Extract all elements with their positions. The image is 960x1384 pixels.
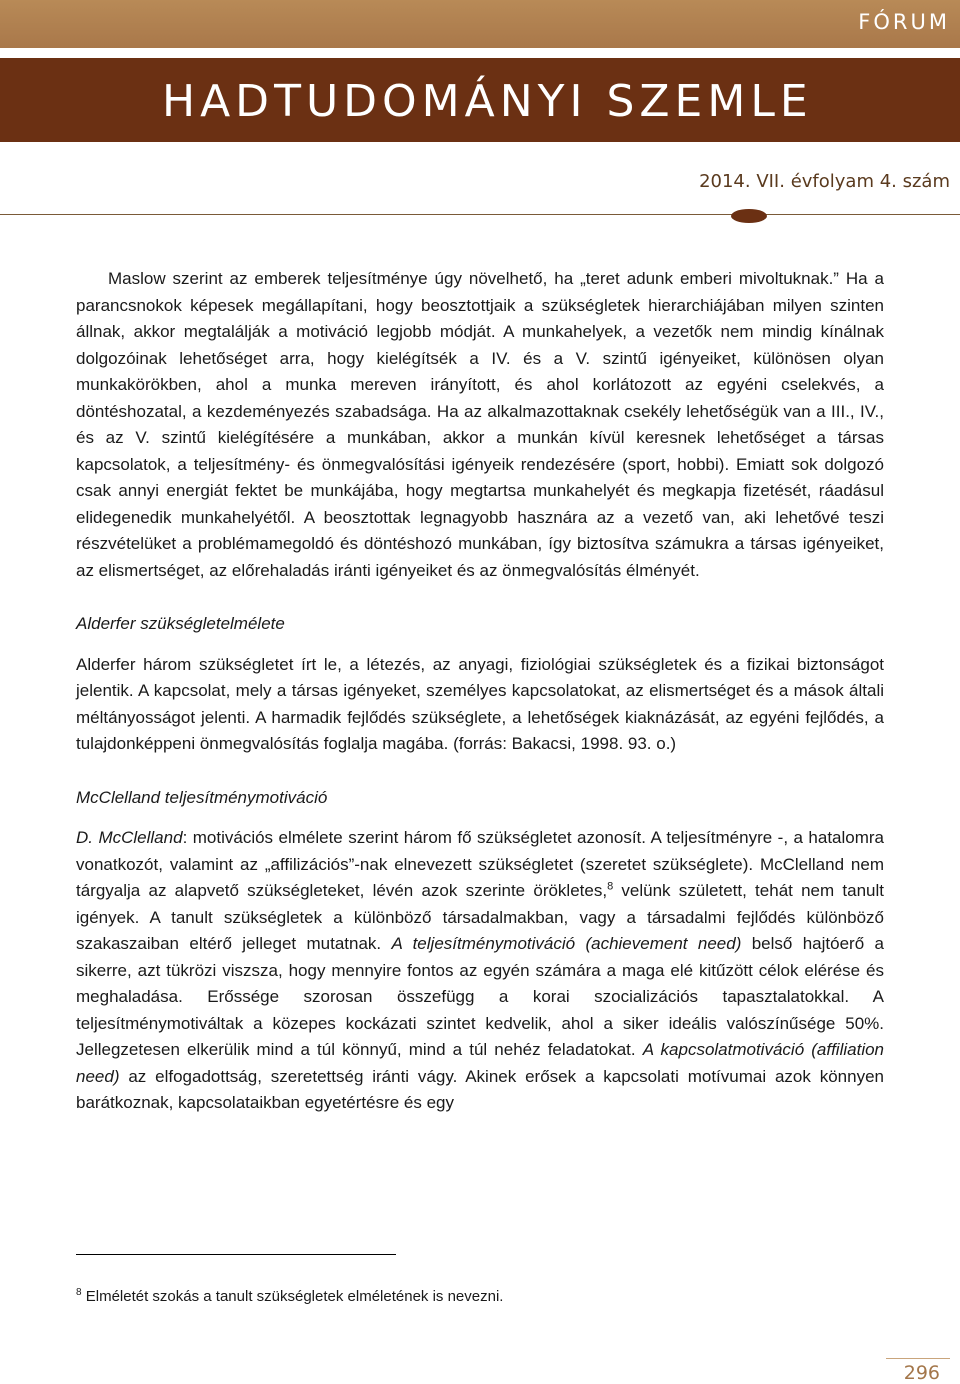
issue-info: 2014. VII. évfolyam 4. szám xyxy=(699,171,950,192)
paragraph-mcclelland xyxy=(76,825,884,1117)
author-name: D. McClelland xyxy=(76,828,183,847)
header-rule xyxy=(0,214,960,215)
article-body xyxy=(76,266,884,1117)
page-number: 296 xyxy=(903,1362,940,1384)
text-run: velünk született, tehát nem tanult igények. A tanult szükségletek a különböző társadalmakban, vagy a társadalmi fejlődés különböző szakaszaiban eltérő jelleget mutatnak. xyxy=(76,881,884,953)
italic-term: A teljesítménymotiváció (achievement need) xyxy=(391,934,742,953)
header-rule-ornament xyxy=(731,209,767,223)
text-run: az elfogadottság, szeretettség iránti vágy. Akinek erősek a kapcsolati motívumai azok könnyen barátkoznak, kapcsolataikban egyetértésre és egy xyxy=(76,1066,884,1112)
text-run: belső hajtóerő a sikerre, azt tükrözi viszsza, hogy mennyire fontos az egyén számára a maga elé kitűzött célok elérése és meghaladása. Erőssége szorosan összefügg a korai szocializációs tapasztalatokkal. A teljesítménymotiváltak a közepes kockázati szintet kedvelik, ahol a siker ideális valószínűsége 50%. Jellegzetesen elkerülik mind a túl könnyű, mind a túl nehéz feladatokat. xyxy=(76,934,884,1059)
paragraph-alderfer: Alderfer három szükségletet írt le, a létezés, az anyagi, fiziológiai szükségletek és a fizikai biztonságot jelentik. A kapcsolat, mely a társas igényeket, személyes kapcsolatokat, az elismertséget és a mások általi méltányosságot jelenti. A harmadik fejlődés szükséglete, a lehetőségek kiaknázását, az egyéni fejlődés, a tulajdonképpeni önmegvalósítás foglalja magába. (forrás: Bakacsi, 1998. 93. o.) xyxy=(76,654,884,753)
footnote-number: 8 xyxy=(76,1287,82,1298)
journal-title: HADTUDOMÁNYI SZEMLE xyxy=(162,76,813,127)
section-label: FÓRUM xyxy=(858,10,950,34)
footnote xyxy=(76,1288,884,1305)
header-band xyxy=(0,0,960,48)
section-heading-alderfer: Alderfer szükségletelmélete xyxy=(76,614,285,633)
footnote-text: Elméletét szokás a tanult szükségletek elméletének is nevezni. xyxy=(81,1288,504,1305)
text-run: : motivációs elmélete szerint három fő szükségletet azonosít. A teljesítményre -, a hatalomra vonatkozót, valamint az „affilizációs”-nak elnevezett szükségletet (szeretet szükséglete). McClelland nem tárgyalja az alapvető szükségleteket, lévén azok szerinte örökletes, xyxy=(76,828,885,900)
footnote-separator xyxy=(76,1254,396,1255)
footnote-reference[interactable]: 8 xyxy=(607,880,614,893)
italic-term: A kapcsolatmotiváció (affiliation need) xyxy=(76,1040,885,1086)
paragraph-maslow: Maslow szerint az emberek teljesítménye úgy növelhető, ha „teret adunk emberi mivoltuknak.” Ha a parancsnokok képesek megállapítani, hogy beosztottjaik a szükségletek hierarchiájában milyen szinten állnak, akkor megtalálják a motiváció legjobb módját. A munkahelyek, a vezetők nem mindig kínálnak dolgozóinak lehetőséget arra, hogy kielégítsék a IV. és a V. szintű igényeiket, különösen olyan munkakörökben, ahol a munka mereven irányított, és ahol korlátozott az egyéni cselekvés, a döntéshozatal, a kezdeményezés szabadsága. Ha az alkalmazottaknak csekély lehetőségük van a III., IV., és az V. szintű kielégítésére a munkában, akkor a munkán kívül keresnek lehetőséget a társas kapcsolatok, a teljesítmény- és önmegvalósítási igényeik rendezésére (sport, hobbi). Emiatt sok dolgozó csak annyi energiát fektet be munkájába, hogy megtartsa munkahelyét és megkapja fizetését, ráadásul elidegenedik munkahelyétől. A beosztottak legnagyobb hasznára az a vezető van, aki lehetővé teszi részvételüket a problémamegoldó és döntéshozó munkában, így biztosítva számukra a társas igényeiket, az elismertséget, az előrehaladás iránti igényeiket és az önmegvalósítás élményét. xyxy=(76,269,884,580)
section-heading-mcclelland: McClelland teljesítménymotiváció xyxy=(76,787,328,807)
